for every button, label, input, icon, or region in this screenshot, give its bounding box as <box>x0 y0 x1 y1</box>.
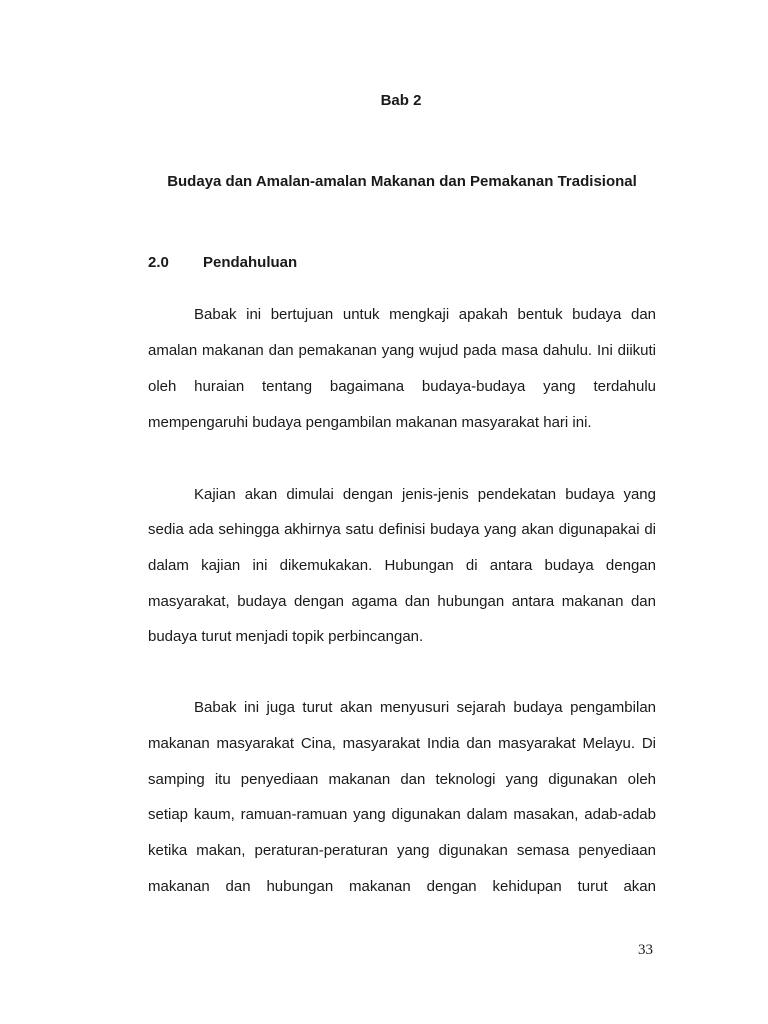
paragraph-line: Babak ini bertujuan untuk mengkaji apakah bentuk budaya dan <box>194 306 656 323</box>
paragraph-line: Babak ini juga turut akan menyusuri sejarah budaya pengambilan <box>194 699 656 716</box>
paragraph-line: budaya turut menjadi topik perbincangan. <box>148 628 424 645</box>
chapter-title: Budaya dan Amalan-amalan Makanan dan Pemakanan Tradisional <box>167 173 637 190</box>
paragraph-line: makanan masyarakat Cina, masyarakat India dan masyarakat Melayu. Di <box>148 735 656 752</box>
paragraph-line: amalan makanan dan pemakanan yang wujud pada masa dahulu. Ini diikuti <box>148 342 656 359</box>
paragraph-line: samping itu penyediaan makanan dan teknologi yang digunakan oleh <box>148 771 656 788</box>
section-title: Pendahuluan <box>203 254 298 271</box>
paragraph-line: mempengaruhi budaya pengambilan makanan masyarakat hari ini. <box>148 414 592 431</box>
paragraph-line: setiap kaum, ramuan-ramuan yang digunakan dalam masakan, adab-adab <box>148 806 656 823</box>
section-heading <box>148 254 297 271</box>
paragraph-line: dalam kajian ini dikemukakan. Hubungan di antara budaya dengan <box>148 557 656 574</box>
page-number: 33 <box>638 942 653 958</box>
paragraph-line: oleh huraian tentang bagaimana budaya-budaya yang terdahulu <box>148 378 656 395</box>
section-number: 2.0 <box>148 254 169 271</box>
chapter-label: Bab 2 <box>380 92 422 109</box>
paragraph-line: Kajian akan dimulai dengan jenis-jenis pendekatan budaya yang <box>194 486 656 503</box>
paragraph-line: ketika makan, peraturan-peraturan yang digunakan semasa penyediaan <box>148 842 656 859</box>
paragraph-line: sedia ada sehingga akhirnya satu definisi budaya yang akan digunapakai di <box>148 521 656 538</box>
paragraph-line: makanan dan hubungan makanan dengan kehidupan turut akan <box>148 878 656 895</box>
paragraph-line: masyarakat, budaya dengan agama dan hubungan antara makanan dan <box>148 593 656 610</box>
